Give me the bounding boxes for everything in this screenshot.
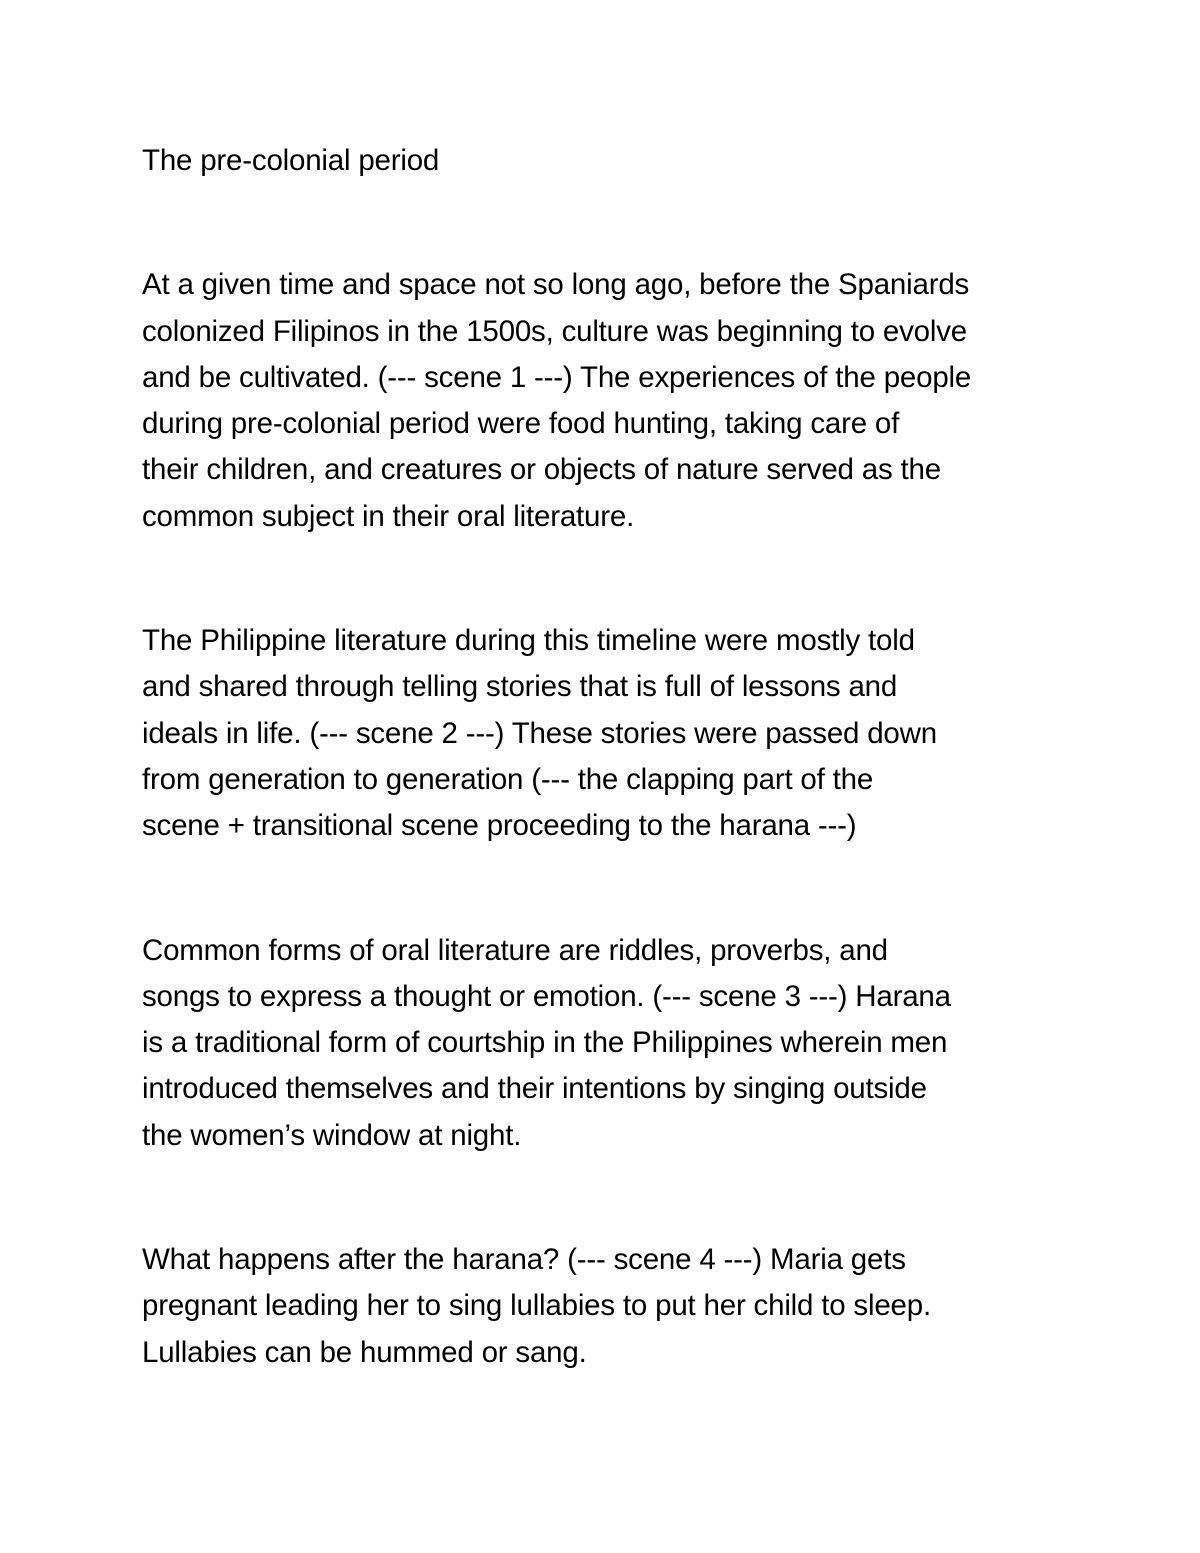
paragraph-line: common subject in their oral literature. (142, 499, 635, 533)
paragraph-2 (142, 618, 1077, 849)
paragraph-line: is a traditional form of courtship in the Philippines wherein men (142, 1026, 948, 1060)
paragraph-line: ideals in life. (--- scene 2 ---) These stories were passed down (142, 716, 937, 750)
paragraph-line: scene + transitional scene proceeding to the harana ---) (142, 809, 857, 843)
paragraph-line: Lullabies can be hummed or sang. (142, 1335, 587, 1369)
paragraph-3 (142, 928, 1077, 1159)
paragraph-line: the women’s window at night. (142, 1118, 522, 1152)
paragraph-line: and shared through telling stories that is full of lessons and (142, 670, 898, 704)
paragraph-line: their children, and creatures or objects of nature served as the (142, 453, 941, 487)
paragraph-line: colonized Filipinos in the 1500s, culture was beginning to evolve (142, 314, 967, 348)
paragraph-line: The Philippine literature during this timeline were mostly told (142, 624, 915, 658)
paragraph-line: At a given time and space not so long ago, before the Spaniards (142, 268, 970, 302)
paragraph-line: introduced themselves and their intentions by singing outside (142, 1072, 927, 1106)
paragraph-4 (142, 1237, 1077, 1376)
paragraph-line: What happens after the harana? (--- scene 4 ---) Maria gets (142, 1243, 906, 1277)
document-page (142, 138, 1077, 1376)
paragraph-line: Common forms of oral literature are riddles, proverbs, and (142, 933, 888, 967)
paragraph-line: during pre-colonial period were food hunting, taking care of (142, 407, 900, 441)
paragraph-line: pregnant leading her to sing lullabies to put her child to sleep. (142, 1289, 931, 1323)
document-title: The pre-colonial period (142, 144, 440, 177)
paragraph-line: from generation to generation (--- the clapping part of the (142, 762, 874, 796)
paragraph-line: and be cultivated. (--- scene 1 ---) The experiences of the people (142, 360, 972, 394)
paragraph-line: songs to express a thought or emotion. (--- scene 3 ---) Harana (142, 979, 951, 1013)
paragraph-1 (142, 262, 1077, 540)
